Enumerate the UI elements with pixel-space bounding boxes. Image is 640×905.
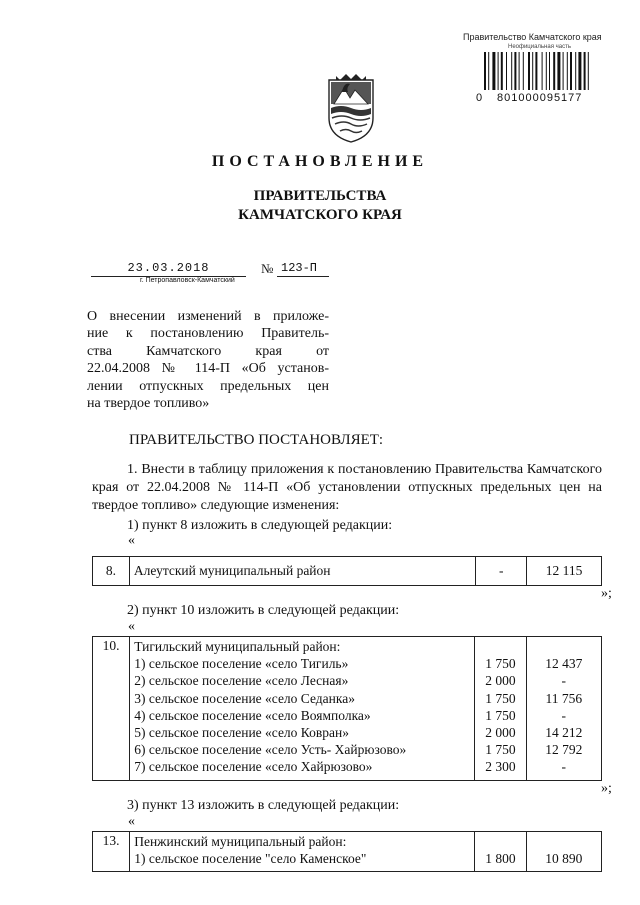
paragraph-1 xyxy=(92,461,602,515)
value-2: 12 115 xyxy=(527,557,602,586)
settlement-name: 6) сельское поселение «село Усть- Хайрюзово» xyxy=(134,742,407,758)
subject-line: ние к постановлению Правитель- xyxy=(87,326,329,342)
table-item-10 xyxy=(92,636,602,781)
value-2: 12 437 xyxy=(545,656,583,672)
district-name: Пенжинский муниципальный район: xyxy=(134,834,347,849)
value-2: - xyxy=(561,673,567,689)
document-title: ПОСТАНОВЛЕНИЕ xyxy=(211,153,429,170)
value-1: - xyxy=(476,557,527,586)
close-quote: »; xyxy=(601,586,612,601)
item-1-text: 1) пункт 8 изложить в следующей редакции: xyxy=(127,518,393,533)
settlement-name: 2) сельское поселение «село Лесная» xyxy=(134,673,349,689)
coat-of-arms-emblem xyxy=(326,74,376,144)
document-date: 23.03.2018 xyxy=(127,261,210,275)
value-1: 1 750 xyxy=(485,656,516,672)
close-quote: »; xyxy=(601,781,612,796)
barcode-number: 801000095177 xyxy=(497,92,583,104)
value-1: 1 750 xyxy=(485,742,516,758)
barcode-lead-digit: 0 xyxy=(476,92,484,104)
open-quote: « xyxy=(128,814,135,829)
value-2 xyxy=(527,638,601,655)
table-item-8 xyxy=(92,556,602,586)
table-item-13 xyxy=(92,831,602,872)
values-2-column xyxy=(526,832,601,872)
values-2-column xyxy=(526,637,601,781)
header-section: Неофициальная часть xyxy=(508,44,571,50)
document-subject xyxy=(87,308,329,412)
district-name: Тигильский муниципальный район: xyxy=(134,639,341,654)
value-2: - xyxy=(561,759,567,775)
value-2: 14 212 xyxy=(545,724,583,740)
number-sign: № xyxy=(261,261,274,276)
names-column xyxy=(130,832,475,872)
value-2: 12 792 xyxy=(545,742,583,758)
issuer-line-1: ПРАВИТЕЛЬСТВА xyxy=(253,188,387,204)
document-number: 123-П xyxy=(281,261,318,275)
settlement-name: 1) сельское поселение "село Каменское" xyxy=(134,851,367,867)
barcode xyxy=(483,52,609,94)
settlement-name: 1) сельское поселение «село Тигиль» xyxy=(134,656,349,672)
table-row xyxy=(93,832,602,872)
place-of-issue: г. Петропавловск-Камчатский xyxy=(140,277,235,284)
subject-line: 22.04.2008 № 114-П «Об установ- xyxy=(87,361,329,377)
settlement-name: 3) сельское поселение «село Седанка» xyxy=(134,690,355,706)
value-1 xyxy=(475,638,525,655)
settlement-name: 5) сельское поселение «село Ковран» xyxy=(134,724,349,740)
value-1: 1 750 xyxy=(485,690,516,706)
subject-line: лении отпускных предельных цен xyxy=(87,378,329,394)
item-2-text: 2) пункт 10 изложить в следующей редакции: xyxy=(127,603,400,618)
table-row xyxy=(93,557,602,586)
names-column xyxy=(130,637,475,781)
paragraph-1-text: 1. Внести в таблицу приложения к постановлению Правительства Камчатского края от 22.04.2008 № 114-П «Об установлении отпускных предельных цен на твердое топливо» следующие изменения: xyxy=(92,462,602,513)
header-organization: Правительство Камчатского края xyxy=(463,32,602,42)
row-number: 8. xyxy=(93,557,130,586)
values-1-column xyxy=(475,832,526,872)
number-underline xyxy=(277,276,329,277)
settlement-name: 7) сельское поселение «село Хайрюзово» xyxy=(134,759,373,775)
row-number: 13. xyxy=(93,832,130,872)
value-2: - xyxy=(561,707,567,723)
issuer-line-2: КАМЧАТСКОГО КРАЯ xyxy=(238,207,402,223)
open-quote: « xyxy=(128,619,135,634)
subject-line: ства Камчатского края от xyxy=(87,343,329,359)
subject-line: О внесении изменений в приложе- xyxy=(87,309,329,324)
value-1 xyxy=(475,833,525,850)
value-1: 2 300 xyxy=(485,759,516,775)
value-1: 1 800 xyxy=(485,851,516,867)
value-1: 2 000 xyxy=(485,673,516,689)
table-row xyxy=(93,637,602,781)
values-1-column xyxy=(475,637,526,781)
value-2 xyxy=(527,833,601,850)
value-1: 1 750 xyxy=(485,707,516,723)
open-quote: « xyxy=(128,533,135,548)
row-number: 10. xyxy=(93,637,130,781)
item-3-text: 3) пункт 13 изложить в следующей редакции: xyxy=(127,798,400,813)
value-2: 11 756 xyxy=(545,690,583,706)
value-1: 2 000 xyxy=(485,724,516,740)
resolution-heading: ПРАВИТЕЛЬСТВО ПОСТАНОВЛЯЕТ: xyxy=(129,432,384,448)
district-name: Алеутский муниципальный район xyxy=(129,557,475,586)
settlement-name: 4) сельское поселение «село Воямполка» xyxy=(134,707,371,723)
value-2: 10 890 xyxy=(545,851,583,867)
subject-line: на твердое топливо» xyxy=(87,396,210,412)
